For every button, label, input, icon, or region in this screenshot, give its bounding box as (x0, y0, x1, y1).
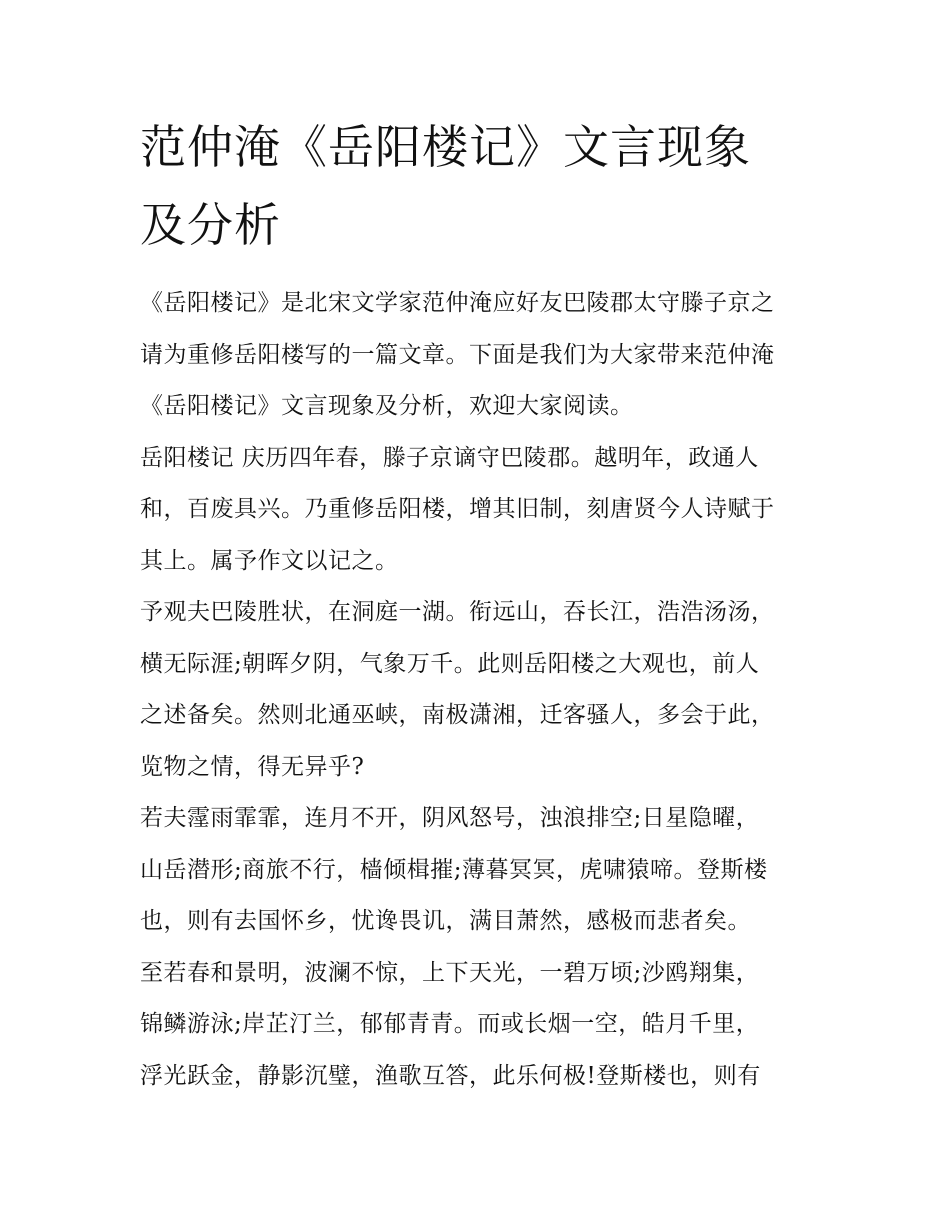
title-line: 范仲淹《岳阳楼记》文言现象 (140, 120, 751, 174)
body-paragraph (140, 793, 816, 948)
body-paragraph (140, 433, 816, 588)
body-paragraph (140, 587, 816, 793)
body-paragraph (140, 948, 816, 1103)
text-line: 予观夫巴陵胜状，在洞庭一湖。衔远山，吞长江，浩浩汤汤， (140, 599, 775, 625)
intro-paragraph (140, 278, 816, 433)
text-line: 山岳潜形;商旅不行，樯倾楫摧;薄暮冥冥，虎啸猿啼。登斯楼 (140, 856, 768, 883)
text-line: 请为重修岳阳楼写的一篇文章。下面是我们为大家带来范仲淹 (140, 341, 775, 368)
text-line: 岳阳楼记 庆历四年春，滕子京谪守巴陵郡。越明年，政通人 (140, 444, 759, 471)
title-line: 及分析 (140, 198, 281, 252)
text-line: 其上。属予作文以记之。 (140, 547, 399, 574)
text-line: 至若春和景明，波澜不惊，上下天光，一碧万顷;沙鸥翔集， (140, 959, 760, 986)
text-line: 横无际涯;朝晖夕阴，气象万千。此则岳阳楼之大观也，前人 (140, 650, 760, 677)
text-line: 览物之情，得无异乎? (140, 753, 365, 780)
text-line: 《岳阳楼记》是北宋文学家范仲淹应好友巴陵郡太守滕子京之 (140, 290, 775, 316)
text-line: 之述备矣。然则北通巫峡，南极潇湘，迁客骚人，多会于此， (140, 702, 775, 728)
text-line: 锦鳞游泳;岸芷汀兰，郁郁青青。而或长烟一空，皓月千里， (140, 1011, 760, 1037)
text-line: 《岳阳楼记》文言现象及分析，欢迎大家阅读。 (140, 393, 634, 419)
text-line: 若夫霪雨霏霏，连月不开，阴风怒号，浊浪排空;日星隐曜， (140, 805, 760, 831)
text-line: 和，百废具兴。乃重修岳阳楼，增其旧制，刻唐贤今人诗赋于 (140, 496, 775, 522)
text-line: 浮光跃金，静影沉璧，渔歌互答，此乐何极!登斯楼也，则有 (140, 1062, 761, 1089)
document-page (140, 108, 816, 1102)
text-line: 也，则有去国怀乡，忧谗畏讥，满目萧然，感极而悲者矣。 (140, 908, 751, 934)
document-title (140, 108, 816, 264)
